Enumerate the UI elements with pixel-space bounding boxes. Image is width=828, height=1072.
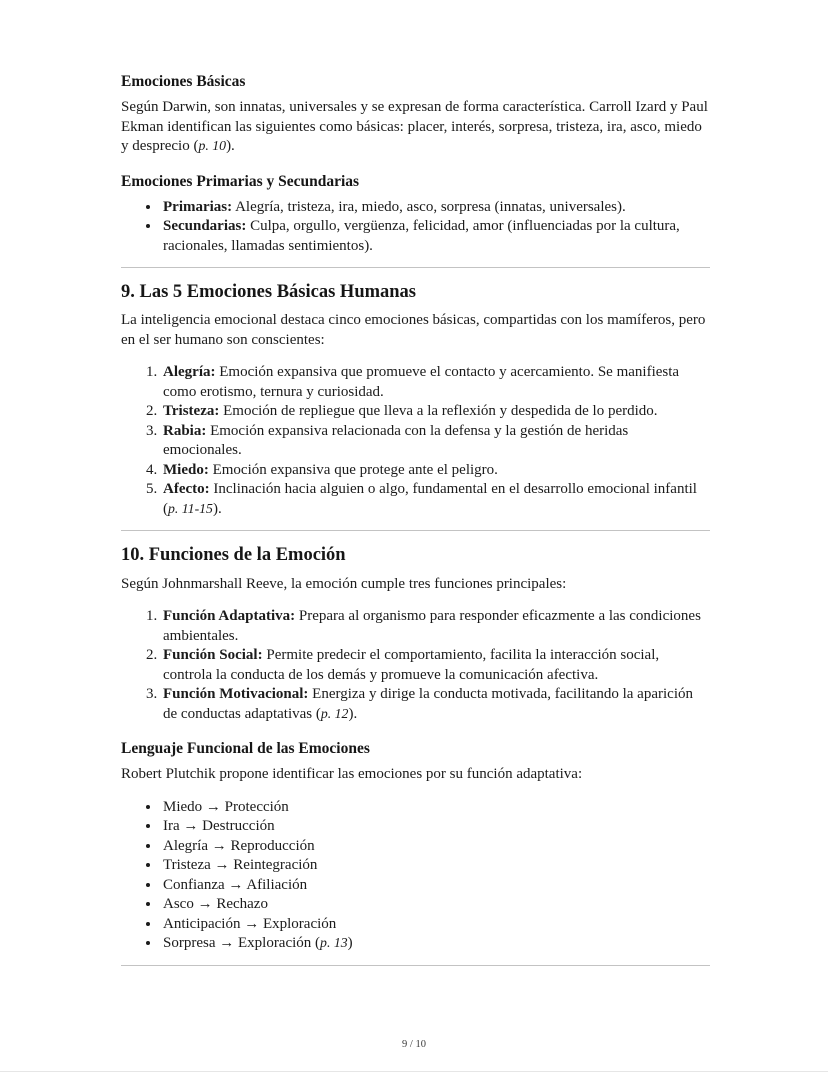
item-text: Anticipación → Exploración: [163, 915, 337, 932]
item-label: Miedo:: [163, 461, 209, 478]
list-item-alegria-reproduccion: [161, 837, 710, 857]
item-text: Culpa, orgullo, vergüenza, felicidad, amor (influenciadas por la cultura, racionales, llamadas sentimientos).: [163, 218, 680, 254]
item-close: ).: [348, 705, 358, 722]
list-item-anticipacion-exploracion: [161, 915, 710, 935]
item-text: Emoción expansiva relacionada con la defensa y la gestión de heridas emocionales.: [163, 422, 629, 459]
list-lenguaje-funcional: [121, 798, 710, 954]
item-text: Prepara al organismo para responder eficazmente a las condiciones ambientales.: [163, 608, 701, 644]
list-item-miedo-proteccion: [161, 798, 710, 818]
section-divider: [121, 965, 710, 966]
list-item-funcion-adaptativa: [161, 607, 710, 646]
section-divider: [121, 267, 710, 268]
intro-section-10: Según Johnmarshall Reeve, la emoción cumple tres funciones principales:: [121, 575, 567, 592]
heading-primarias-secundarias: Emociones Primarias y Secundarias: [121, 172, 360, 190]
item-text: Sorpresa → Exploración (: [163, 935, 321, 952]
page-ref: p. 10: [198, 138, 227, 154]
paragraph-text: Según Darwin, son innatas, universales y se expresan de forma característica. Carroll Izard y Paul Ekman identifican las siguientes como básicas: placer, interés, sorpresa, tristeza, ira, asco, miedo y desprecio (: [121, 99, 708, 155]
item-text: Miedo → Protección: [163, 798, 289, 815]
item-text: Emoción expansiva que protege ante el peligro.: [208, 461, 498, 478]
list-item-rabia: [161, 422, 710, 461]
page-number: 9 / 10: [402, 1039, 426, 1050]
page-ref: p. 13: [320, 935, 348, 951]
section-divider: [121, 530, 710, 531]
list-item-confianza-afiliacion: [161, 876, 710, 896]
item-close: ): [347, 935, 353, 952]
page-ref: p. 12: [320, 705, 349, 721]
item-text: Tristeza → Reintegración: [163, 857, 318, 874]
item-text: Permite predecir el comportamiento, facilita la interacción social, controla la conducta de los demás y promueve la comunicación afectiva.: [163, 647, 660, 683]
list-item-primarias: [161, 198, 710, 218]
heading-lenguaje-funcional: Lenguaje Funcional de las Emociones: [121, 740, 370, 758]
item-text: Alegría, tristeza, ira, miedo, asco, sorpresa (innatas, universales).: [232, 198, 626, 215]
list-item-ira-destruccion: [161, 817, 710, 837]
paragraph-emociones-basicas: [121, 98, 710, 157]
heading-section-10: 10. Funciones de la Emoción: [121, 545, 346, 566]
list-primarias-secundarias: [121, 198, 710, 257]
paragraph-close: ).: [226, 138, 235, 155]
item-label: Alegría:: [163, 364, 216, 381]
list-cinco-emociones: [121, 363, 710, 519]
list-item-afecto: [161, 480, 710, 519]
list-item-secundarias: [161, 217, 710, 256]
intro-lenguaje-funcional: Robert Plutchik propone identificar las emociones por su función adaptativa:: [121, 766, 583, 783]
list-item-alegria: [161, 363, 710, 402]
item-text: Alegría → Reproducción: [163, 837, 315, 854]
item-label: Función Adaptativa:: [163, 608, 296, 625]
list-item-funcion-motivacional: [161, 685, 710, 724]
item-close: ).: [212, 500, 222, 517]
item-label: Función Motivacional:: [163, 686, 309, 703]
item-text: Emoción expansiva que promueve el contacto y acercamiento. Se manifiesta como erotismo, ternura y curiosidad.: [163, 364, 680, 400]
item-label: Secundarias:: [163, 218, 247, 235]
item-label: Afecto:: [163, 481, 210, 498]
page-ref: p. 11-15: [168, 500, 213, 516]
list-funciones: [121, 607, 710, 724]
item-text: Inclinación hacia alguien o algo, fundamental en el desarrollo emocional infantil (: [163, 481, 697, 517]
item-text: Ira → Destrucción: [163, 818, 275, 835]
list-item-funcion-social: [161, 646, 710, 685]
item-text: Energiza y dirige la conducta motivada, facilitando la aparición de conductas adaptativas (: [163, 686, 693, 722]
list-item-tristeza-reintegracion: [161, 856, 710, 876]
heading-section-9: 9. Las 5 Emociones Básicas Humanas: [121, 282, 417, 303]
item-text: Emoción de repliegue que lleva a la reflexión y despedida de lo perdido.: [219, 403, 658, 420]
item-label: Primarias:: [163, 198, 233, 215]
list-item-sorpresa-exploracion: [161, 934, 710, 954]
item-text: Confianza → Afiliación: [163, 876, 308, 893]
heading-emociones-basicas: Emociones Básicas: [121, 73, 246, 90]
list-item-tristeza: [161, 402, 710, 422]
list-item-miedo: [161, 461, 710, 481]
item-text: Asco → Rechazo: [163, 896, 268, 913]
item-label: Función Social:: [163, 647, 263, 664]
list-item-asco-rechazo: [161, 895, 710, 915]
item-label: Rabia:: [163, 422, 207, 439]
intro-section-9: La inteligencia emocional destaca cinco emociones básicas, compartidas con los mamíferos, pero en el ser humano son conscientes:: [121, 312, 706, 348]
item-label: Tristeza:: [163, 403, 220, 420]
